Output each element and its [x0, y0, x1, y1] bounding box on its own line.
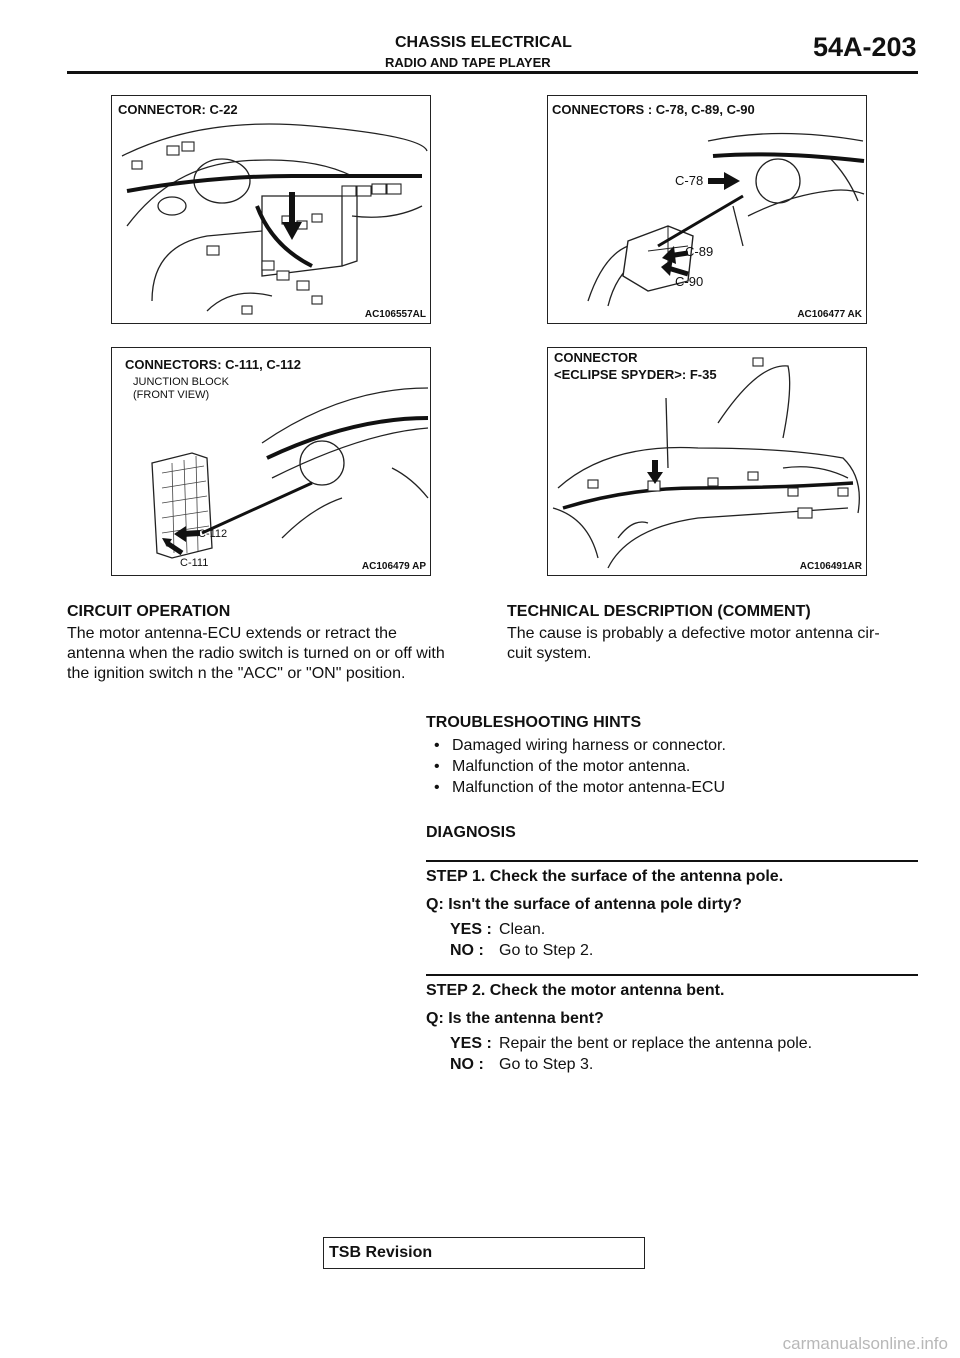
step-2-yes-text: Repair the bent or replace the antenna pole.: [499, 1035, 813, 1052]
step-1-title: STEP 1. Check the surface of the antenna pole.: [426, 868, 784, 885]
section-subtitle: RADIO AND TAPE PLAYER: [385, 55, 551, 70]
figure-note: (FRONT VIEW): [133, 389, 210, 401]
technical-text: The cause is probably a defective motor antenna cir- cuit system.: [507, 625, 880, 662]
figure-title: CONNECTORS: C-111, C-112: [125, 357, 302, 372]
list-item: • Malfunction of the motor antenna.: [452, 756, 690, 777]
figure-code: AC106477 AK: [797, 309, 862, 320]
connector-label-c111: C-111: [180, 557, 209, 569]
page-number: 54A-203: [813, 32, 917, 62]
step-rule: [426, 860, 918, 862]
step-rule: [426, 974, 918, 976]
figure-title: CONNECTORS : C-78, C-89, C-90: [552, 102, 755, 117]
step-1-no-text: Go to Step 2.: [499, 942, 594, 959]
diagnosis-heading: DIAGNOSIS: [426, 824, 516, 841]
figure-connectors-c78-c89-c90: [547, 95, 867, 324]
connector-label-c90: C-90: [675, 274, 704, 289]
figure-code: AC106479 AP: [361, 561, 426, 572]
figure-code: AC106491AR: [799, 561, 862, 572]
figure-title: CONNECTOR: [554, 350, 638, 365]
section-title: CHASSIS ELECTRICAL: [395, 34, 572, 51]
list-item: • Malfunction of the motor antenna-ECU: [452, 777, 725, 798]
wiring-illustration-dashboard: [112, 96, 430, 323]
figure-note: JUNCTION BLOCK: [133, 376, 229, 388]
footer-label: TSB Revision: [329, 1244, 433, 1261]
figure-title: <ECLIPSE SPYDER>: F-35: [554, 367, 717, 382]
step-1-yes-label: YES :: [450, 921, 492, 938]
connector-label-c89: C-89: [685, 244, 714, 259]
step-2-no-text: Go to Step 3.: [499, 1056, 594, 1073]
figure-code: AC106557AL: [364, 309, 426, 320]
circuit-heading: CIRCUIT OPERATION: [67, 603, 231, 620]
step-1-no-label: NO :: [450, 942, 484, 959]
step-2-no-label: NO :: [450, 1056, 484, 1073]
step-2-title: STEP 2. Check the motor antenna bent.: [426, 982, 725, 999]
figure-title: CONNECTOR: C-22: [118, 102, 238, 117]
list-item: • Damaged wiring harness or connector.: [452, 735, 726, 756]
step-2-question: Q: Is the antenna bent?: [426, 1010, 604, 1027]
footer-box: [323, 1237, 645, 1269]
figure-connectors-c111-c112: [111, 347, 431, 576]
step-1-question: Q: Isn't the surface of antenna pole dirty?: [426, 896, 742, 913]
figure-connector-c22: [111, 95, 431, 324]
step-2-yes-label: YES :: [450, 1035, 492, 1052]
connector-label-c112: C-112: [198, 528, 228, 540]
watermark: carmanualsonline.info: [782, 1334, 948, 1353]
wiring-illustration-steering: [548, 96, 866, 323]
step-1-yes-text: Clean.: [499, 921, 546, 938]
header-rule: [67, 71, 918, 74]
connector-label-c78: C-78: [675, 173, 704, 188]
technical-heading: TECHNICAL DESCRIPTION (COMMENT): [507, 603, 811, 620]
troubleshooting-heading: TROUBLESHOOTING HINTS: [426, 714, 642, 731]
circuit-text: The motor antenna-ECU extends or retract the antenna when the radio switch is turned on or off with the ignition switch n the "ACC" or "ON" position.: [67, 625, 445, 682]
figure-connector-f35: [547, 347, 867, 576]
